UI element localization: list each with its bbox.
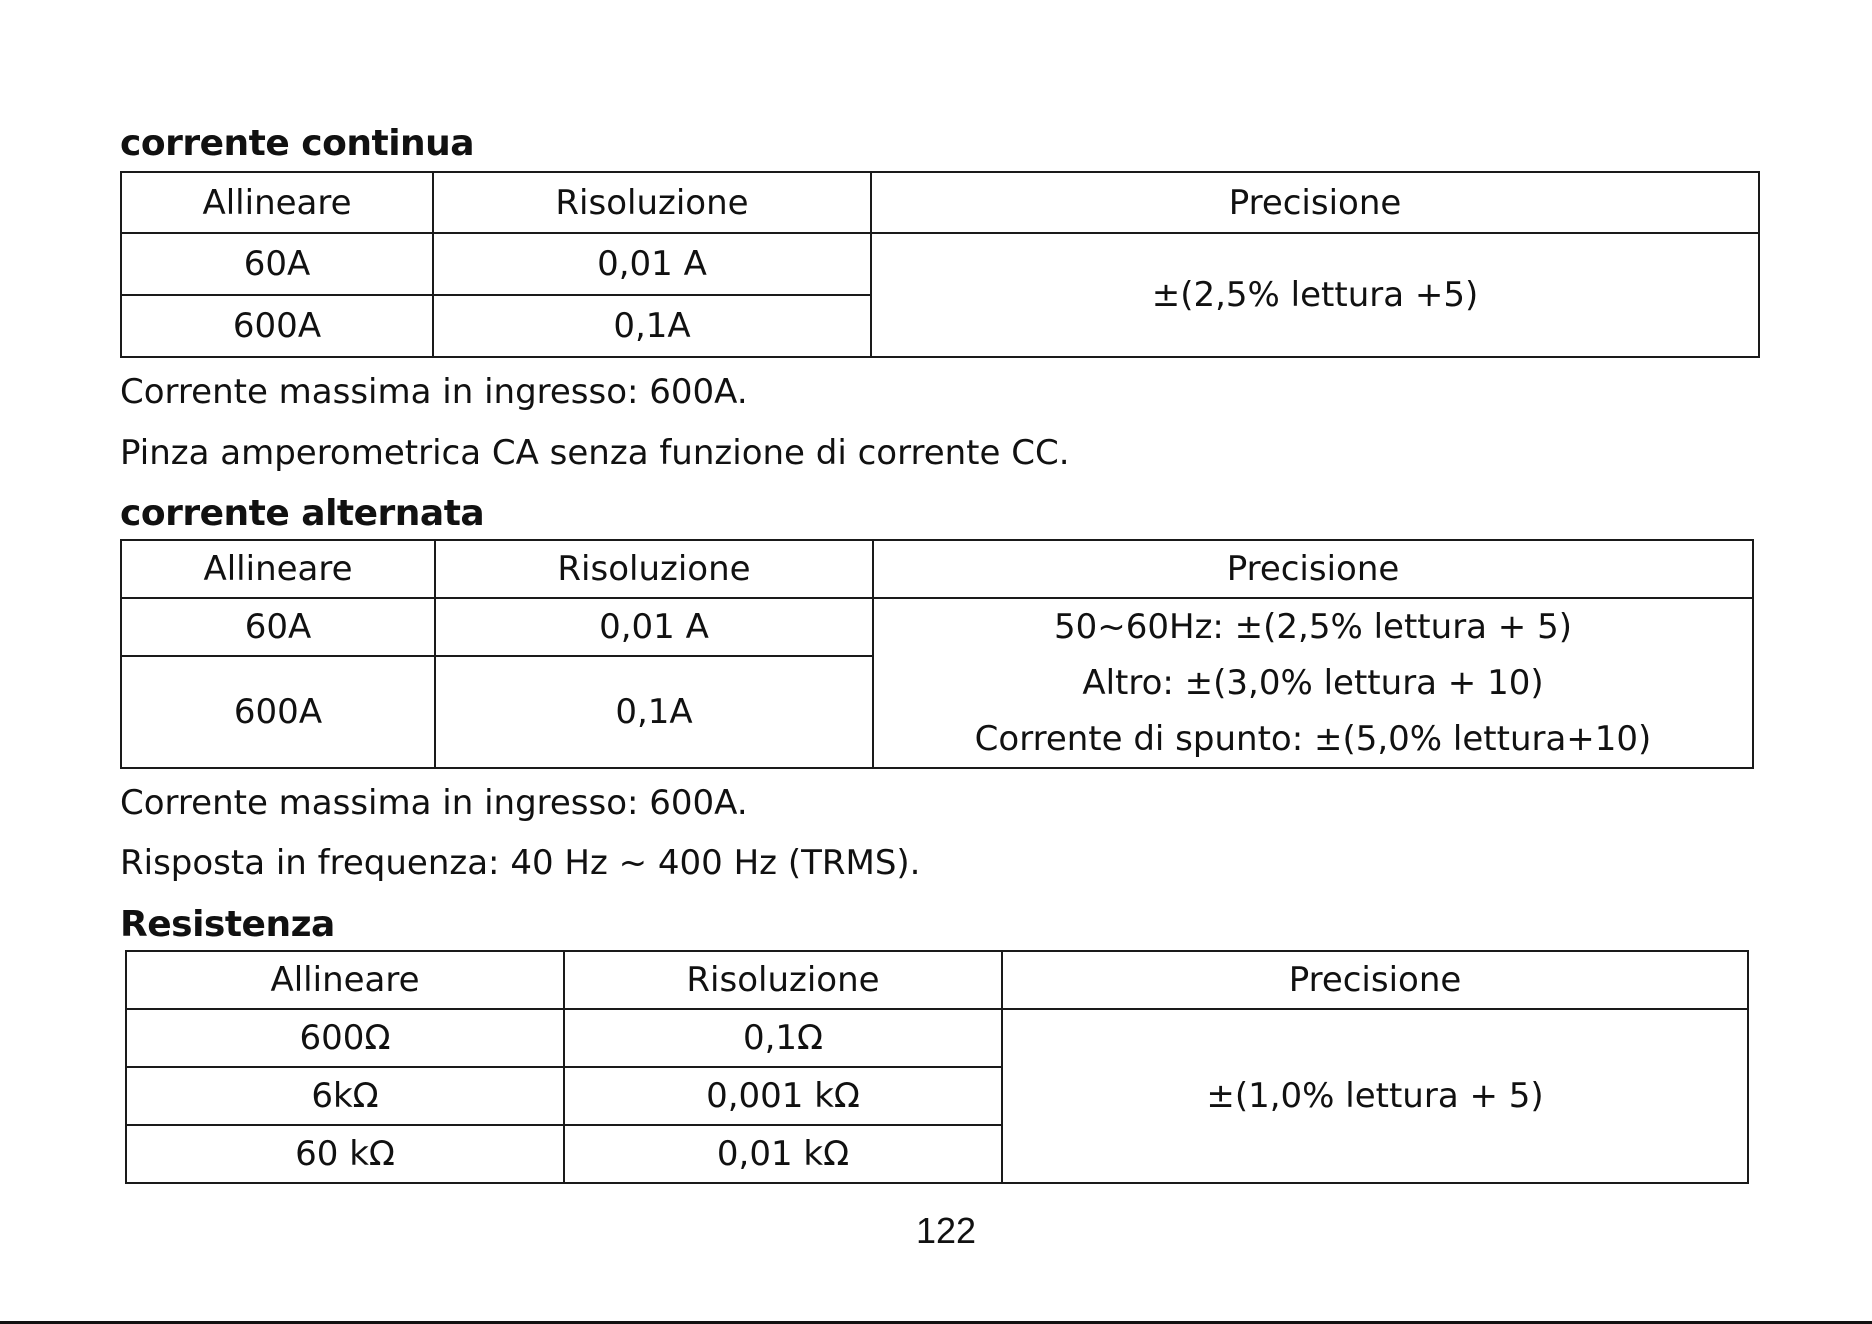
accuracy-cell — [1002, 1009, 1748, 1183]
ac-current-table — [120, 539, 1754, 769]
header-resolution: Risoluzione — [433, 172, 871, 233]
header-range: Allineare — [121, 172, 433, 233]
accuracy-line: ±(2,5% lettura +5) — [1151, 275, 1479, 315]
resolution-cell: 0,1A — [435, 656, 873, 768]
table-row — [121, 233, 1759, 295]
accuracy-cell — [871, 233, 1759, 357]
resolution-cell: 0,1A — [433, 295, 871, 357]
range-cell: 6kΩ — [126, 1067, 564, 1125]
header-accuracy: Precisione — [873, 540, 1753, 598]
range-cell: 60A — [121, 233, 433, 295]
accuracy-line: Corrente di spunto: ±(5,0% lettura+10) — [974, 719, 1652, 759]
header-range: Allineare — [121, 540, 435, 598]
range-cell: 600A — [121, 656, 435, 768]
table-header-row — [121, 172, 1759, 233]
table-header-row — [126, 951, 1748, 1009]
range-cell: 600Ω — [126, 1009, 564, 1067]
resistance-heading: Resistenza — [120, 904, 335, 945]
header-range: Allineare — [126, 951, 564, 1009]
range-cell: 60A — [121, 598, 435, 656]
page-number: 122 — [915, 1210, 977, 1251]
resolution-cell: 0,1Ω — [564, 1009, 1002, 1067]
dc-note-max-input: Corrente massima in ingresso: 600A. — [120, 372, 748, 412]
dc-current-table — [120, 171, 1760, 358]
table-header-row — [121, 540, 1753, 598]
resolution-cell: 0,01 A — [435, 598, 873, 656]
ac-current-heading: corrente alternata — [120, 493, 485, 534]
resolution-cell: 0,01 kΩ — [564, 1125, 1002, 1183]
table-row — [121, 598, 1753, 656]
resolution-cell: 0,001 kΩ — [564, 1067, 1002, 1125]
table-row — [126, 1009, 1748, 1067]
accuracy-line: Altro: ±(3,0% lettura + 10) — [1082, 663, 1544, 703]
resolution-cell: 0,01 A — [433, 233, 871, 295]
range-cell: 60 kΩ — [126, 1125, 564, 1183]
header-resolution: Risoluzione — [435, 540, 873, 598]
ac-note-frequency: Risposta in frequenza: 40 Hz ~ 400 Hz (TRMS). — [120, 843, 921, 883]
accuracy-line: 50~60Hz: ±(2,5% lettura + 5) — [1053, 607, 1573, 647]
header-accuracy: Precisione — [871, 172, 1759, 233]
header-resolution: Risoluzione — [564, 951, 1002, 1009]
accuracy-line: ±(1,0% lettura + 5) — [1206, 1076, 1544, 1116]
ac-note-max-input: Corrente massima in ingresso: 600A. — [120, 783, 748, 823]
dc-note-clamp: Pinza amperometrica CA senza funzione di corrente CC. — [120, 433, 1070, 473]
range-cell: 600A — [121, 295, 433, 357]
accuracy-cell — [873, 598, 1753, 768]
dc-current-heading: corrente continua — [120, 123, 475, 164]
resistance-table — [125, 950, 1749, 1184]
header-accuracy: Precisione — [1002, 951, 1748, 1009]
